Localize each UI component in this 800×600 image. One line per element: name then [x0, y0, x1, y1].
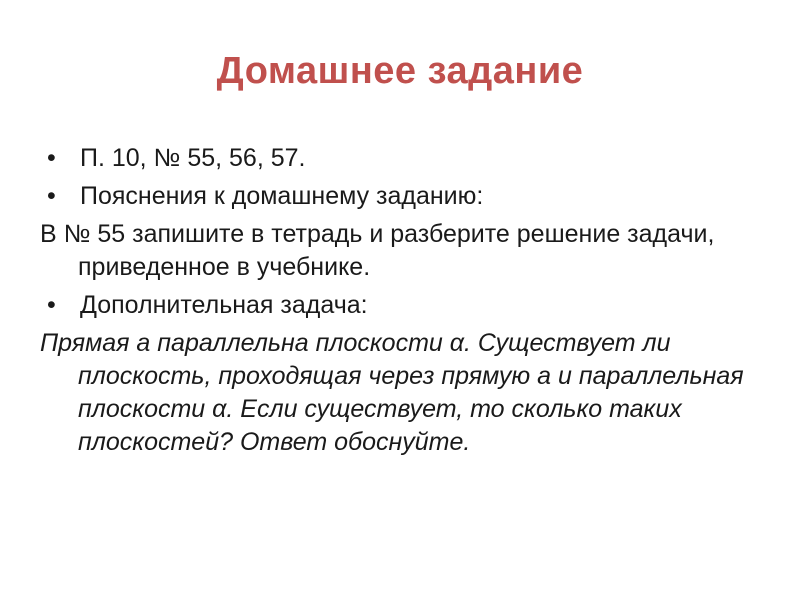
bullet-icon: •	[47, 144, 56, 172]
slide-title: Домашнее задание	[216, 50, 584, 92]
bullet-icon: •	[47, 291, 56, 319]
bullet-text: П. 10, № 55, 56, 57.	[80, 144, 306, 172]
bullet-text: Дополнительная задача:	[80, 291, 368, 319]
bullet-text: Пояснения к домашнему заданию:	[80, 182, 484, 210]
bullet-icon: •	[47, 182, 56, 210]
paragraph-extra-task-text: Прямая a параллельна плоскости α. Существует ли плоскость, проходящая через прямую a и параллельная плоскости α. Если существует, то сколько таких плоскостей? Ответ обоснуйте.	[40, 329, 744, 456]
paragraph-task-55: В № 55 запишите в тетрадь и разберите решение задачи, приведенное в учебнике.	[40, 220, 715, 281]
bullet-item-homework-numbers	[40, 142, 780, 175]
bullet-item-explanations	[40, 180, 780, 213]
bullet-item-extra-task	[40, 289, 780, 322]
slide-content	[40, 142, 780, 459]
